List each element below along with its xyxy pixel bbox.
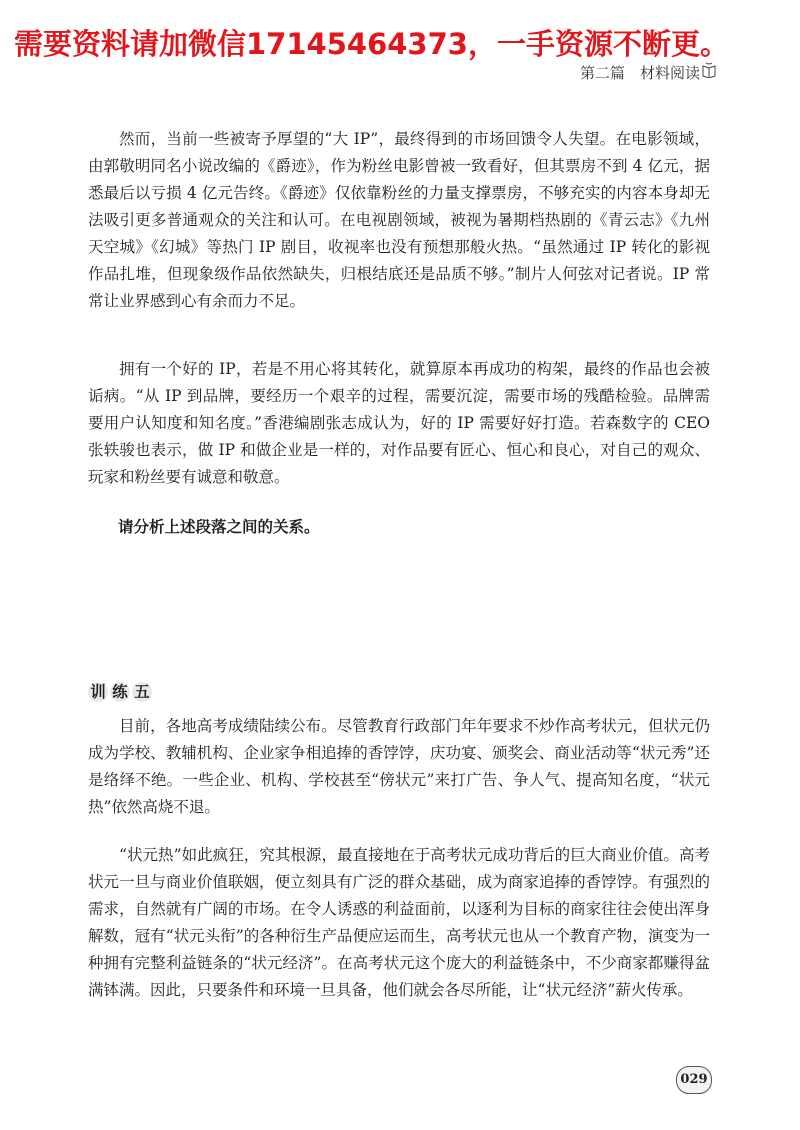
- section-paragraph-1: 目前，各地高考成绩陆续公布。尽管教育行政部门年年要求不炒作高考状元，但状元仍成为学校、教辅机构、企业家争相追捧的香饽饽，庆功宴、颁奖会、商业活动等“状元秀”还是络绎不绝。一些企业、机构、学校甚至“傍状元”来打广告、争人气、提高知名度，“状元热”依然高烧不退。: [88, 717, 710, 816]
- paragraph-2: 拥有一个好的 IP，若是不用心将其转化，就算原本再成功的构架，最终的作品也会被诟病。“从 IP 到品牌，要经历一个艰辛的过程，需要沉淀，需要市场的残酷检验。品牌需要用户认知度和知名度。”香港编剧张志成认为，好的 IP 需要好好打造。若森数字的 CEO 张轶骏也表示，做 IP 和做企业是一样的，对作品要有匠心、恒心和良心，对自己的观众、玩家和粉丝要有诚意和敬意。: [88, 360, 710, 486]
- running-head: 第二篇 材料阅读: [579, 64, 700, 82]
- section-paragraph-2: “状元热”如此疯狂，究其根源，最直接地在于高考状元成功背后的巨大商业价值。高考状元一旦与商业价值联姻，便立刻具有广泛的群众基础，成为商家追捧的香饽饽。有强烈的需求，自然就有广阔的市场。在令人诱惑的利益面前，以逐利为目标的商家往往会使出浑身解数，冠有“状元头衔”的各种衍生产品便应运而生，高考状元也从一个教育产物，演变为一种拥有完整利益链条的“状元经济”。在高考状元这个庞大的利益链条中，不少商家都赚得盆满钵满。因此，只要条件和环境一旦具备，他们就会各尽所能，让“状元经济”薪火传承。: [88, 846, 710, 999]
- section-title-char: 训: [88, 682, 108, 702]
- section-title-char: 练: [110, 682, 130, 702]
- section-title-char: 五: [132, 682, 152, 702]
- watermark-banner: 需要资料请加微信17145464373，一手资源不断更。: [14, 27, 729, 61]
- paragraph-1: 然而，当前一些被寄予厚望的“大 IP”，最终得到的市场回馈令人失望。在电影领域，由郭敬明同名小说改编的《爵迹》，作为粉丝电影曾被一致看好，但其票房不到 4 亿元，据悉最后以亏损 4 亿元告终。《爵迹》仅依靠粉丝的力量支撑票房，不够充实的内容本身却无法吸引更多普通观众的关注和认可。在电视剧领域，被视为暑期档热剧的《青云志》《九州天空城》《幻城》等热门 IP 剧目，收视率也没有预想那般火热。“虽然通过 IP 转化的影视作品扎堆，但现象级作品依然缺失，归根结底还是品质不够。”制片人何弦对记者说。IP 常常让业界感到心有余而力不足。: [88, 130, 710, 310]
- book-icon: [702, 62, 716, 78]
- section-title: [88, 682, 152, 702]
- question-prompt: 请分析上述段落之间的关系。: [118, 518, 320, 536]
- page-number: 029: [676, 1066, 712, 1094]
